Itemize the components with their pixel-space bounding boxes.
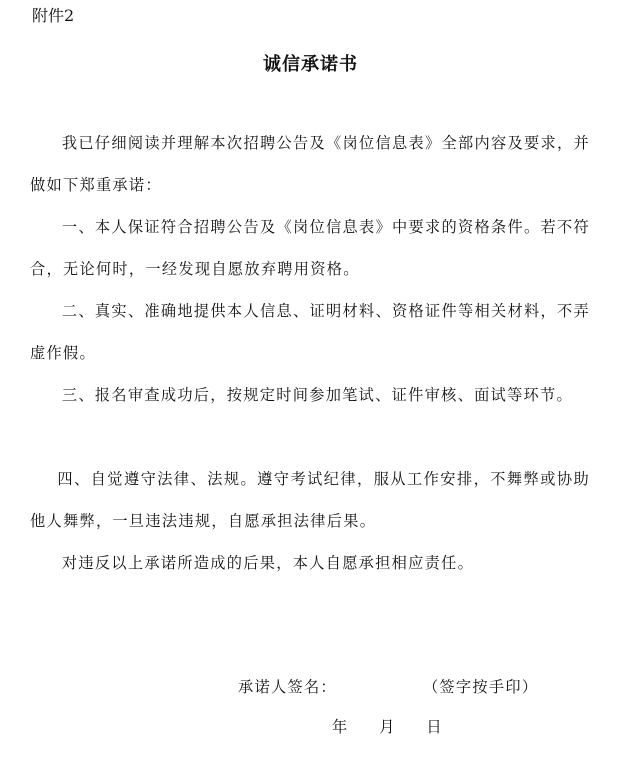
paragraph-intro: 我已仔细阅读并理解本次招聘公告及《岗位信息表》全部内容及要求，并做如下郑重承诺： xyxy=(30,134,590,194)
paragraph-commitment-4: 四、自觉遵守法律、法规。遵守考试纪律，服从工作安排，不舞弊或协助他人舞弊，一旦违法违规，自愿承担法律后果。 xyxy=(30,470,590,530)
document-title: 诚信承诺书 xyxy=(263,54,358,75)
signature-line xyxy=(238,676,538,698)
paragraph-commitment-1: 一、本人保证符合招聘公告及《岗位信息表》中要求的资格条件。若不符合，无论何时，一经发现自愿放弃聘用资格。 xyxy=(30,218,590,278)
paragraph-commitment-3: 三、报名审查成功后，按规定时间参加笔试、证件审核、面试等环节。 xyxy=(61,386,574,404)
signature-label: 承诺人签名： xyxy=(238,678,337,696)
attachment-label: 附件2 xyxy=(32,6,75,25)
date-year-label: 年 xyxy=(332,718,348,736)
date-day-label: 日 xyxy=(426,718,442,736)
paragraph-commitment-2: 二、真实、准确地提供本人信息、证明材料、资格证件等相关材料，不弄虚作假。 xyxy=(30,302,590,362)
date-line xyxy=(332,716,442,738)
signature-note: （签字按手印） xyxy=(422,678,539,696)
paragraph-responsibility: 对违反以上承诺所造成的后果，本人自愿承担相应责任。 xyxy=(61,554,475,572)
date-month-label: 月 xyxy=(379,718,395,736)
